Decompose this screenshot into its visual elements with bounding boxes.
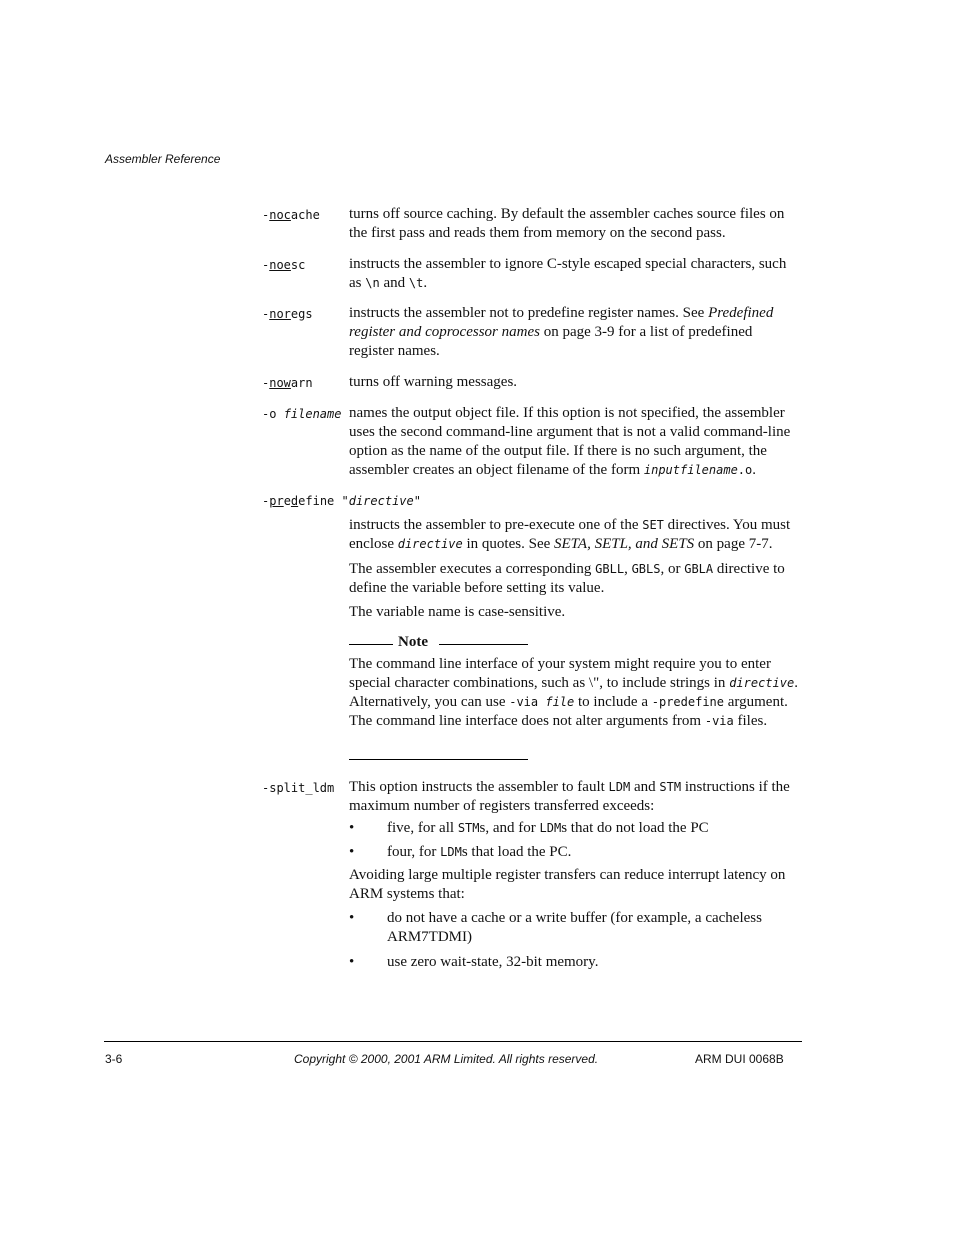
option-nocache-description: turns off source caching. By default the assembler caches source files on the first pass and reads them from memory on the second pass. (349, 206, 785, 241)
option-split-ldm-para-2: Avoiding large multiple register transfers can reduce interrupt latency on ARM systems that: (349, 867, 786, 902)
option-nowarn-term: -nowarn (262, 376, 313, 390)
page-number: 3-6 (105, 1052, 123, 1066)
copyright-notice: Copyright © 2000, 2001 ARM Limited. All rights reserved. (294, 1052, 599, 1066)
bullet-item-zero-wait: use zero wait-state, 32-bit memory. (387, 954, 599, 970)
running-header: Assembler Reference (105, 152, 221, 166)
option-noesc-description: instructs the assembler to ignore C-style escaped special characters, such as \n and \t. (349, 256, 787, 291)
bullet-item-five: five, for all STMs, and for LDMs that do not load the PC (387, 820, 709, 836)
bullet-marker: • (349, 820, 355, 836)
option-noesc-term: -noesc (262, 258, 306, 272)
option-nowarn-description: turns off warning messages. (349, 374, 518, 390)
document-id: ARM DUI 0068B (695, 1052, 784, 1066)
bullet-item-four: four, for LDMs that load the PC. (387, 844, 572, 860)
bullet-marker: • (349, 910, 355, 926)
option-o-description: names the output object file. If this option is not specified, the assembler uses the second command-line argument that is not a valid command-line option as the name of the output file. If there is no such argument, the assembler creates an object filename of the form inputfilename.o. (349, 405, 791, 478)
option-predefine-para-3: The variable name is case-sensitive. (349, 604, 566, 620)
cross-reference-link[interactable]: SETA, SETL, and SETS (554, 536, 695, 552)
note-title: Note (398, 634, 428, 650)
option-predefine-para-1: instructs the assembler to pre-execute one of the SET directives. You must enclose directive in quotes. See SETA, SETL, and SETS on page 7-7. (349, 517, 791, 552)
note-rule-bottom (349, 759, 528, 760)
bullet-marker: • (349, 954, 355, 970)
footer-rule (104, 1041, 802, 1042)
note-body: The command line interface of your system might require you to enter special character combinations, such as \", to include strings in directive. Alternatively, you can use -via file to include a -predefine argument. The command line interface does not alter arguments from -via files. (349, 656, 798, 729)
cross-reference-link[interactable]: Predefined register and coprocessor names (349, 305, 774, 340)
option-split-ldm-term: -split_ldm (262, 781, 335, 795)
option-split-ldm-para-1: This option instructs the assembler to fault LDM and STM instructions if the maximum number of registers transferred exceeds: (349, 779, 790, 814)
note-rule-left (349, 644, 393, 645)
option-predefine-term: -predefine "directive" (262, 494, 421, 508)
option-o-term: -o filename (262, 407, 342, 421)
note-rule-right (439, 644, 528, 645)
option-noregs-description: instructs the assembler not to predefine register names. See Predefined register and coprocessor names on page 3-9 for a list of predefined register names. (349, 305, 774, 359)
option-noregs-term: -noregs (262, 307, 313, 321)
option-nocache-term: -nocache (262, 208, 320, 222)
bullet-item-no-cache: do not have a cache or a write buffer (for example, a cacheless ARM7TDMI) (387, 910, 762, 945)
option-predefine-para-2: The assembler executes a corresponding GBLL, GBLS, or GBLA directive to define the variable before setting its value. (349, 561, 785, 596)
bullet-marker: • (349, 844, 355, 860)
